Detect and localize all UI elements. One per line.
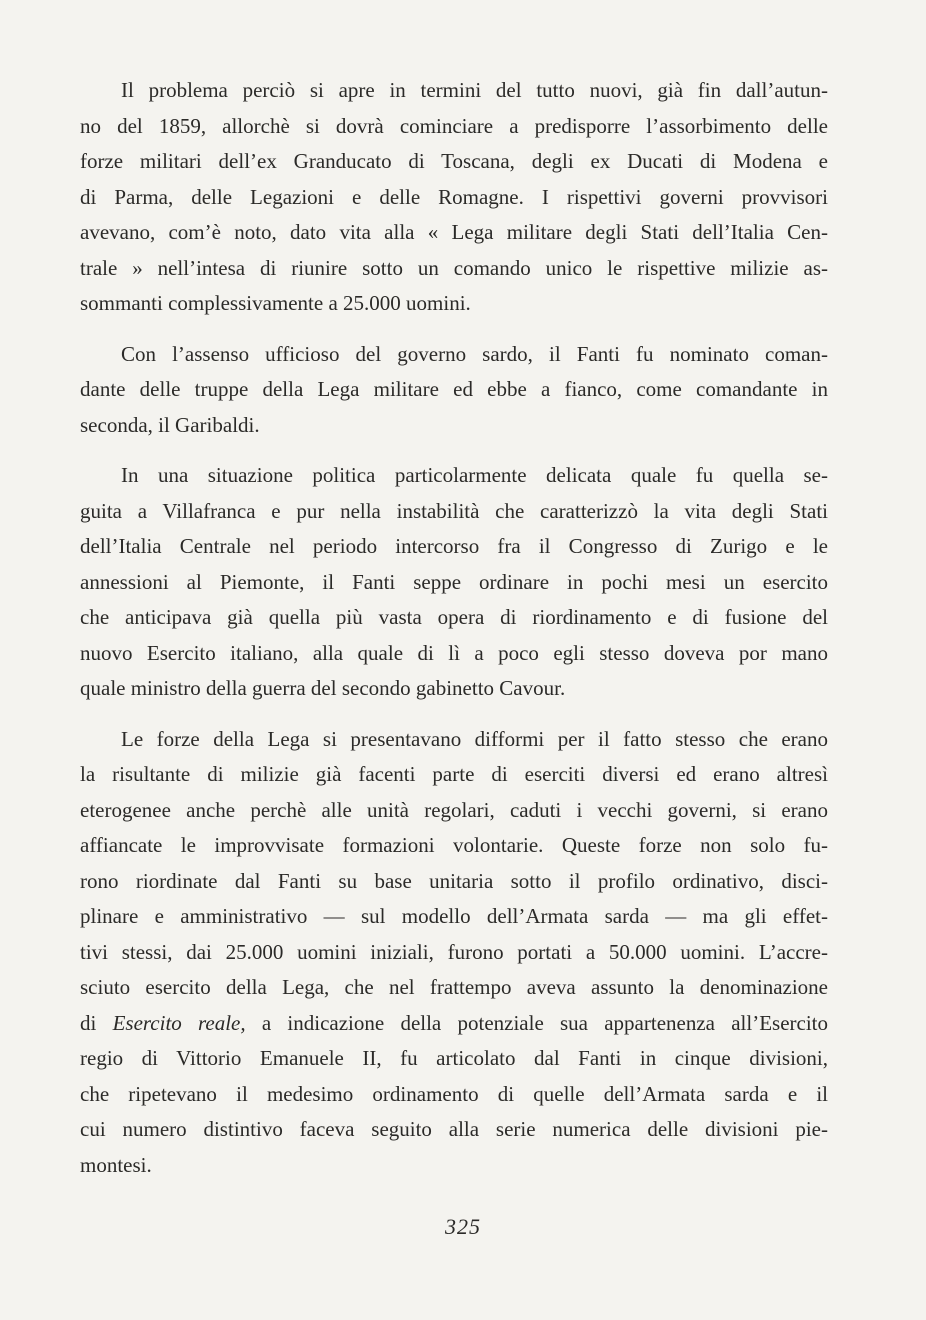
text-line: Le forze della Lega si presentavano difformi per il fatto stesso che erano xyxy=(121,726,828,751)
text-line: avevano, com’è noto, dato vita alla « Lega militare degli Stati dell’Italia Cen- xyxy=(80,220,828,244)
text-line-with-italic: di Esercito reale, a indicazione della potenziale sua appartenenza all’Esercito xyxy=(80,1010,828,1035)
text-line: Il problema perciò si apre in termini del tutto nuovi, già fin dall’autun- xyxy=(121,78,828,102)
text-line: nuovo Esercito italiano, alla quale di lì a poco egli stesso doveva por mano xyxy=(80,640,828,665)
text-line: di Parma, delle Legazioni e delle Romagne. I rispettivi governi provvisori xyxy=(80,184,828,209)
text-line: cui numero distintivo faceva seguito alla serie numerica delle divisioni pie- xyxy=(80,1117,828,1141)
text-line: seconda, il Garibaldi. xyxy=(80,412,260,437)
text-line: plinare e amministrativo — sul modello dell’Armata sarda — ma gli effet- xyxy=(80,904,828,928)
text-line: rono riordinate dal Fanti su base unitaria sotto il profilo ordinativo, disci- xyxy=(80,868,828,893)
text-line: In una situazione politica particolarmente delicata quale fu quella se- xyxy=(121,463,828,487)
text-line: no del 1859, allorchè si dovrà cominciare a predisporre l’assorbimento delle xyxy=(80,113,828,138)
text-line: sciuto esercito della Lega, che nel frattempo aveva assunto la denominazione xyxy=(80,975,828,999)
text-line: sommanti complessivamente a 25.000 uomini. xyxy=(80,291,471,315)
paragraph-2 xyxy=(80,337,828,444)
text-line: Con l’assenso ufficioso del governo sardo, il Fanti fu nominato coman- xyxy=(121,341,828,366)
paragraph-3 xyxy=(80,458,828,707)
text-line: guita a Villafranca e pur nella instabilità che caratterizzò la vita degli Stati xyxy=(80,498,828,523)
text-line: affiancate le improvvisate formazioni volontarie. Queste forze non solo fu- xyxy=(80,833,828,857)
text-line: tivi stessi, dai 25.000 uomini iniziali, furono portati a 50.000 uomini. L’accre- xyxy=(80,939,828,964)
paragraph-4 xyxy=(80,722,828,1184)
text-line: quale ministro della guerra del secondo gabinetto Cavour. xyxy=(80,676,566,700)
body-text xyxy=(80,73,828,1198)
text-line: trale » nell’intesa di riunire sotto un comando unico le rispettive milizie as- xyxy=(80,255,828,280)
text-line: dante delle truppe della Lega militare ed ebbe a fianco, come comandante in xyxy=(80,377,828,401)
text-line: montesi. xyxy=(80,1152,152,1177)
paragraph-1 xyxy=(80,73,828,322)
text-line: la risultante di milizie già facenti parte di eserciti diversi ed erano altresì xyxy=(80,762,828,786)
text-line: annessioni al Piemonte, il Fanti seppe ordinare in pochi mesi un esercito xyxy=(80,569,828,594)
text-line: dell’Italia Centrale nel periodo intercorso fra il Congresso di Zurigo e le xyxy=(80,534,828,558)
text-line: regio di Vittorio Emanuele II, fu articolato dal Fanti in cinque divisioni, xyxy=(80,1046,828,1070)
text-line: che ripetevano il medesimo ordinamento di quelle dell’Armata sarda e il xyxy=(80,1081,828,1106)
text-line: che anticipava già quella più vasta opera di riordinamento e di fusione del xyxy=(80,605,828,629)
italic-term: Esercito reale, xyxy=(112,1010,246,1035)
text-line: forze militari dell’ex Granducato di Toscana, degli ex Ducati di Modena e xyxy=(80,149,828,173)
text-line: eterogenee anche perchè alle unità regolari, caduti i vecchi governi, si erano xyxy=(80,797,828,822)
page-number: 325 xyxy=(445,1214,481,1239)
